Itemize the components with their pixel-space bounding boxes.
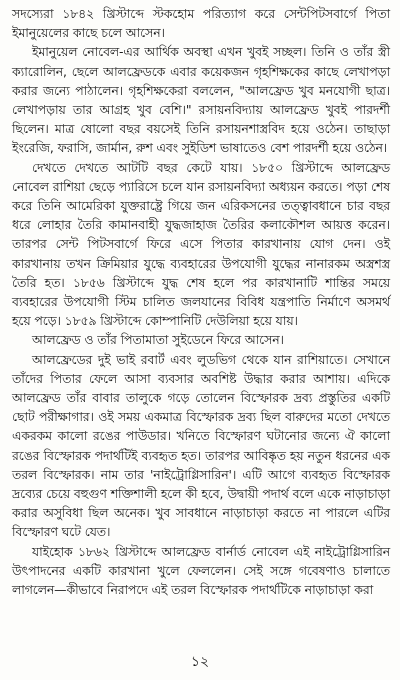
paragraph-6: যাইহোক ১৮৬২ খ্রিস্টাব্দে আলফ্রেড বার্নার্ড নোবেল এই নাইট্রোগ্লিসারিন উৎপাদনের একটি কারখানা খুলে ফেললেন। সেই সঙ্গে গবেষণাও চালাতে লাগলেন—কীভাবে নিরাপদে এই তরল বিস্ফোরক পদার্থটিকে নাড়াচাড়া করা xyxy=(12,543,390,598)
page-number: ১২ xyxy=(190,654,210,670)
paragraph-3: দেখতে দেখতে আটটি বছর কেটে যায়। ১৮৫০ খ্রিস্টাব্দে আলফ্রেড নোবেল রাশিয়া ছেড়ে প্যারিসে চলে যান রসায়নবিদ্যা অধ্যয়ন করতে। পড়া শেষ করে তিনি আমেরিকা যুক্তরাষ্ট্রে গিয়ে জন এরিকসনের তত্ত্বাবধানে চার বছর ধরে লোহার তৈরি কামানবাহী যুদ্ধজাহাজ তৈরির কলাকৌশল আয়ত্ত করেন। তারপর সেন্ট পিটসবার্গে ফিরে এসে পিতার কারখানায় যোগ দেন। ওই কারখানায় তখন ক্রিমিয়ার যুদ্ধে ব্যবহারের উপযোগী যুদ্ধের নানারকম অস্ত্রশস্ত্র তৈরি হত। ১৮৫৬ খ্রিস্টাব্দে যুদ্ধ শেষ হলে পর কারখানাটি শান্তির সময়ে ব্যবহারের উপযোগী স্টিম চালিত জলযানের বিবিধ যন্ত্রপাতি নির্মাণে অসমর্থ হয়ে পড়ে। ১৮৫৯ খ্রিস্টাব্দে কোম্পানিটি দেউলিয়া হয়ে যায়। xyxy=(12,159,390,329)
paragraph-2: ইমানুয়েল নোবেল-এর আর্থিক অবস্থা এখন খুবই সচ্ছল। তিনি ও তাঁর স্ত্রী ক্যারোলিন, ছেলে আলফ্রেডকে এবার কয়েকজন গৃহশিক্ষকের কাছে লেখাপড়া করার জন্যে পাঠালেন। গৃহশিক্ষকেরা বললেন, "আলফ্রেড খুব মনযোগী ছাত্র। লেখাপড়ায় তার আগ্রহ খুব বেশি।" রসায়নবিদ্যায় আলফ্রেড খুবই পারদর্শী ছিলেন। মাত্র ষোলো বছর বয়সেই তিনি রসায়নশাস্ত্রবিদ হয়ে ওঠেন। তাছাড়া ইংরেজি, ফরাসি, জার্মান, রুশ এবং সুইডিশ ভাষাতেও বেশ পারদর্শী হয়ে ওঠেন। xyxy=(12,44,390,156)
paragraph-1: সদস্যেরা ১৮৪২ খ্রিস্টাব্দে স্টকহোম পরিত্যাগ করে সেন্টপিটসবার্গে পিতা ইমানুয়েলের কাছে চলে আসেন। xyxy=(12,6,390,41)
paragraph-4: আলফ্রেড ও তাঁর পিতামাতা সুইডেনে ফিরে আসেন। xyxy=(32,332,284,348)
paragraph-5: আলফ্রেডের দুই ভাই রবার্ট এবং লুডভিগ থেকে যান রাশিয়াতে। সেখানে তাঁদের পিতার ফেলে আসা ব্যবসার অবশিষ্ট উদ্ধার করার আশায়। এদিকে আলফ্রেড তাঁর বাবার তালুকে গড়ে তোলেন বিস্ফোরক দ্রব্য প্রস্তুতির একটি ছোট পরীক্ষাগার। ওই সময় একমাত্র বিস্ফোরক দ্রব্য ছিল বারুদের মতো দেখতে একরকম কালো রঙের পাউডার। খনিতে বিস্ফোরণ ঘটানোর জন্যে ঐ কালো রঙের বিস্ফোরক পদার্থটিই ব্যবহৃত হত। তারপর আবিষ্কৃত হয় নতুন ধরনের এক তরল বিস্ফোরক। নাম তার 'নাইট্রোগ্লিসারিন'। এটি আগে ব্যবহৃত বিস্ফোরক দ্রব্যের চেয়ে বহুগুণ শক্তিশালী হলে কী হবে, উদ্বায়ী পদার্থ বলে একে নাড়াচাড়া করার অসুবিধা ছিল অনেক। খুব সাবধানে নাড়াচাড়া করতে না পারলে এটির বিস্ফোরণ ঘটে যেত। xyxy=(12,351,390,540)
